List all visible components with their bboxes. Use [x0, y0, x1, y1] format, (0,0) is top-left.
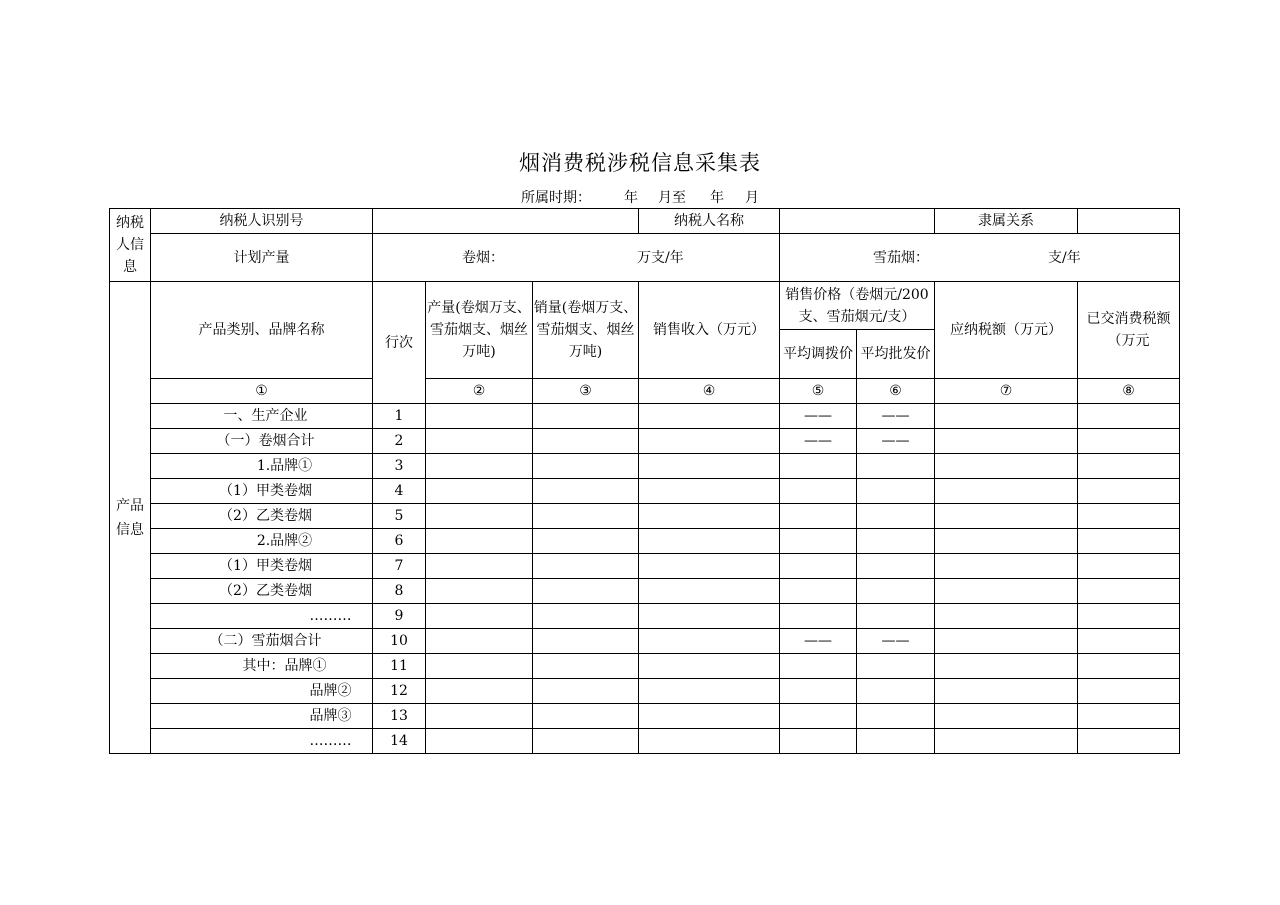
tax-paid-cell[interactable]	[1078, 479, 1180, 504]
row-number: 4	[373, 479, 426, 504]
header-tax-paid: 已交消费税额（万元	[1078, 282, 1180, 379]
tax-paid-cell[interactable]	[1078, 404, 1180, 429]
row-number: 10	[373, 629, 426, 654]
output-cell[interactable]	[426, 579, 533, 604]
tax-payable-cell[interactable]	[935, 554, 1078, 579]
tax-paid-cell[interactable]	[1078, 504, 1180, 529]
period-month-2: 月	[745, 190, 759, 206]
tax-info-table	[109, 208, 1180, 754]
avg-transfer-price-cell[interactable]	[780, 604, 857, 629]
revenue-cell[interactable]	[639, 554, 780, 579]
row-number: 1	[373, 404, 426, 429]
tax-payable-cell[interactable]	[935, 729, 1078, 754]
avg-wholesale-price-cell[interactable]	[857, 654, 935, 679]
table-row	[110, 554, 1180, 579]
revenue-cell[interactable]	[639, 429, 780, 454]
revenue-cell[interactable]	[639, 604, 780, 629]
period-label: 所属时期：	[521, 190, 591, 206]
avg-transfer-price-cell[interactable]	[780, 554, 857, 579]
row-number: 6	[373, 529, 426, 554]
row-category-name: 品牌②	[151, 679, 373, 704]
period-year-2: 年	[710, 190, 724, 206]
row-number: 8	[373, 579, 426, 604]
revenue-cell[interactable]	[639, 729, 780, 754]
revenue-cell[interactable]	[639, 529, 780, 554]
avg-wholesale-price-cell[interactable]: ——	[857, 404, 935, 429]
row-category-name: （2）乙类卷烟	[151, 579, 373, 604]
taxpayer-id-label: 纳税人识别号	[151, 209, 373, 234]
tax-payable-cell[interactable]	[935, 704, 1078, 729]
avg-transfer-price-cell[interactable]	[780, 704, 857, 729]
cigar-planned-unit: 支/年	[1048, 249, 1081, 266]
output-cell[interactable]	[426, 529, 533, 554]
table-row	[110, 429, 1180, 454]
sales-qty-cell[interactable]	[533, 554, 639, 579]
sales-qty-cell[interactable]	[533, 454, 639, 479]
sales-qty-cell[interactable]	[533, 629, 639, 654]
row-number: 3	[373, 454, 426, 479]
avg-wholesale-price-cell[interactable]	[857, 479, 935, 504]
row-category-name: （1）甲类卷烟	[151, 479, 373, 504]
row-number: 13	[373, 704, 426, 729]
table-row	[110, 504, 1180, 529]
revenue-cell[interactable]	[639, 579, 780, 604]
avg-wholesale-price-cell[interactable]	[857, 554, 935, 579]
avg-wholesale-price-cell[interactable]	[857, 529, 935, 554]
tax-payable-cell[interactable]	[935, 429, 1078, 454]
revenue-cell[interactable]	[639, 504, 780, 529]
avg-wholesale-price-cell[interactable]: ——	[857, 629, 935, 654]
col-number-1: ①	[151, 379, 373, 404]
tax-payable-cell[interactable]	[935, 529, 1078, 554]
output-cell[interactable]	[426, 704, 533, 729]
output-cell[interactable]	[426, 429, 533, 454]
period-line	[0, 187, 1280, 205]
row-category-name: （2）乙类卷烟	[151, 504, 373, 529]
sales-qty-cell[interactable]	[533, 604, 639, 629]
table-row	[110, 704, 1180, 729]
output-cell[interactable]	[426, 504, 533, 529]
sales-qty-cell[interactable]	[533, 479, 639, 504]
row-number: 9	[373, 604, 426, 629]
sales-qty-cell[interactable]	[533, 729, 639, 754]
col-number-6: ⑥	[857, 379, 935, 404]
tax-paid-cell[interactable]	[1078, 529, 1180, 554]
avg-transfer-price-cell[interactable]: ——	[780, 429, 857, 454]
tax-paid-cell[interactable]	[1078, 654, 1180, 679]
header-avg-transfer-price: 平均调拨价	[780, 330, 857, 379]
tax-paid-cell[interactable]	[1078, 704, 1180, 729]
period-month-to: 月至	[658, 190, 686, 206]
output-cell[interactable]	[426, 554, 533, 579]
row-number: 11	[373, 654, 426, 679]
avg-transfer-price-cell[interactable]	[780, 479, 857, 504]
planned-output-label: 计划产量	[151, 234, 373, 282]
taxpayer-section-label: 纳税人信息	[110, 209, 151, 282]
row-number: 2	[373, 429, 426, 454]
tax-paid-cell[interactable]	[1078, 454, 1180, 479]
avg-wholesale-price-cell[interactable]: ——	[857, 429, 935, 454]
tax-payable-cell[interactable]	[935, 679, 1078, 704]
avg-wholesale-price-cell[interactable]	[857, 729, 935, 754]
avg-transfer-price-cell[interactable]	[780, 679, 857, 704]
sales-qty-cell[interactable]	[533, 429, 639, 454]
row-number: 12	[373, 679, 426, 704]
taxpayer-name-field[interactable]	[780, 209, 935, 234]
avg-transfer-price-cell[interactable]	[780, 729, 857, 754]
row-category-name: 一、生产企业	[151, 404, 373, 429]
revenue-cell[interactable]	[639, 454, 780, 479]
form-title: 烟消费税涉税信息采集表	[519, 151, 761, 175]
output-cell[interactable]	[426, 679, 533, 704]
cigarette-planned-label: 卷烟：	[462, 249, 504, 266]
period-year-1: 年	[624, 190, 638, 206]
row-category-name: ………	[151, 604, 373, 629]
revenue-cell[interactable]	[639, 654, 780, 679]
col-number-7: ⑦	[935, 379, 1078, 404]
affiliation-field[interactable]	[1078, 209, 1180, 234]
col-number-2: ②	[426, 379, 533, 404]
output-cell[interactable]	[426, 479, 533, 504]
header-output: 产量(卷烟万支、雪茄烟支、烟丝万吨)	[426, 282, 533, 379]
row-category-name: 品牌③	[151, 704, 373, 729]
sales-qty-cell[interactable]	[533, 704, 639, 729]
row-category-name: 其中：品牌①	[151, 654, 373, 679]
tax-payable-cell[interactable]	[935, 654, 1078, 679]
avg-wholesale-price-cell[interactable]	[857, 604, 935, 629]
avg-transfer-price-cell[interactable]	[780, 654, 857, 679]
output-cell[interactable]	[426, 729, 533, 754]
row-category-name: （一）卷烟合计	[151, 429, 373, 454]
avg-transfer-price-cell[interactable]: ——	[780, 629, 857, 654]
header-row-no: 行次	[373, 282, 426, 404]
table-row	[110, 654, 1180, 679]
header-avg-wholesale-price: 平均批发价	[857, 330, 935, 379]
header-revenue: 销售收入（万元）	[639, 282, 780, 379]
table-row	[110, 629, 1180, 654]
row-category-name: ………	[151, 729, 373, 754]
sales-qty-cell[interactable]	[533, 654, 639, 679]
tax-payable-cell[interactable]	[935, 579, 1078, 604]
col-number-4: ④	[639, 379, 780, 404]
sales-qty-cell[interactable]	[533, 529, 639, 554]
col-number-5: ⑤	[780, 379, 857, 404]
row-category-name: （1）甲类卷烟	[151, 554, 373, 579]
cigar-planned-label: 雪茄烟：	[873, 249, 929, 266]
tax-payable-cell[interactable]	[935, 629, 1078, 654]
output-cell[interactable]	[426, 629, 533, 654]
table-row	[110, 404, 1180, 429]
tax-payable-cell[interactable]	[935, 604, 1078, 629]
tax-paid-cell[interactable]	[1078, 579, 1180, 604]
avg-transfer-price-cell[interactable]	[780, 454, 857, 479]
tax-paid-cell[interactable]	[1078, 604, 1180, 629]
revenue-cell[interactable]	[639, 679, 780, 704]
output-cell[interactable]	[426, 604, 533, 629]
row-category-name: （二）雪茄烟合计	[151, 629, 373, 654]
product-section-label	[110, 282, 151, 754]
col-number-3: ③	[533, 379, 639, 404]
revenue-cell[interactable]	[639, 479, 780, 504]
avg-wholesale-price-cell[interactable]	[857, 579, 935, 604]
row-category-name: 1.品牌①	[151, 454, 373, 479]
avg-transfer-price-cell[interactable]	[780, 529, 857, 554]
avg-transfer-price-cell[interactable]: ——	[780, 404, 857, 429]
tax-paid-cell[interactable]	[1078, 679, 1180, 704]
sales-qty-cell[interactable]	[533, 579, 639, 604]
affiliation-label: 隶属关系	[935, 209, 1078, 234]
header-category: 产品类别、品牌名称	[151, 282, 373, 379]
avg-wholesale-price-cell[interactable]	[857, 504, 935, 529]
taxpayer-name-label: 纳税人名称	[639, 209, 780, 234]
tax-payable-cell[interactable]	[935, 404, 1078, 429]
row-number: 7	[373, 554, 426, 579]
avg-transfer-price-cell[interactable]	[780, 504, 857, 529]
sales-qty-cell[interactable]	[533, 679, 639, 704]
tax-paid-cell[interactable]	[1078, 429, 1180, 454]
sales-qty-cell[interactable]	[533, 404, 639, 429]
table-row	[110, 479, 1180, 504]
cigar-planned-field[interactable]	[780, 234, 1180, 282]
tax-paid-cell[interactable]	[1078, 729, 1180, 754]
table-row	[110, 729, 1180, 754]
avg-wholesale-price-cell[interactable]	[857, 454, 935, 479]
taxpayer-id-field[interactable]	[373, 209, 639, 234]
header-sales-qty: 销量(卷烟万支、雪茄烟支、烟丝万吨)	[533, 282, 639, 379]
row-number: 5	[373, 504, 426, 529]
cigarette-planned-unit: 万支/年	[637, 249, 684, 266]
table-row	[110, 604, 1180, 629]
tax-payable-cell[interactable]	[935, 454, 1078, 479]
output-cell[interactable]	[426, 404, 533, 429]
row-number: 14	[373, 729, 426, 754]
product-section-text: 产品信息	[116, 497, 144, 538]
tax-paid-cell[interactable]	[1078, 629, 1180, 654]
avg-wholesale-price-cell[interactable]	[857, 679, 935, 704]
col-number-8: ⑧	[1078, 379, 1180, 404]
revenue-cell[interactable]	[639, 704, 780, 729]
avg-transfer-price-cell[interactable]	[780, 579, 857, 604]
header-tax-payable: 应纳税额（万元）	[935, 282, 1078, 379]
table-row	[110, 454, 1180, 479]
table-row	[110, 579, 1180, 604]
row-category-name: 2.品牌②	[151, 529, 373, 554]
tax-payable-cell[interactable]	[935, 504, 1078, 529]
revenue-cell[interactable]	[639, 629, 780, 654]
tax-paid-cell[interactable]	[1078, 554, 1180, 579]
output-cell[interactable]	[426, 454, 533, 479]
sales-qty-cell[interactable]	[533, 504, 639, 529]
table-row	[110, 529, 1180, 554]
table-row	[110, 679, 1180, 704]
header-price: 销售价格（卷烟元/200支、雪茄烟元/支）	[780, 282, 935, 330]
tax-payable-cell[interactable]	[935, 479, 1078, 504]
avg-wholesale-price-cell[interactable]	[857, 704, 935, 729]
output-cell[interactable]	[426, 654, 533, 679]
revenue-cell[interactable]	[639, 404, 780, 429]
cigarette-planned-field[interactable]	[373, 234, 780, 282]
